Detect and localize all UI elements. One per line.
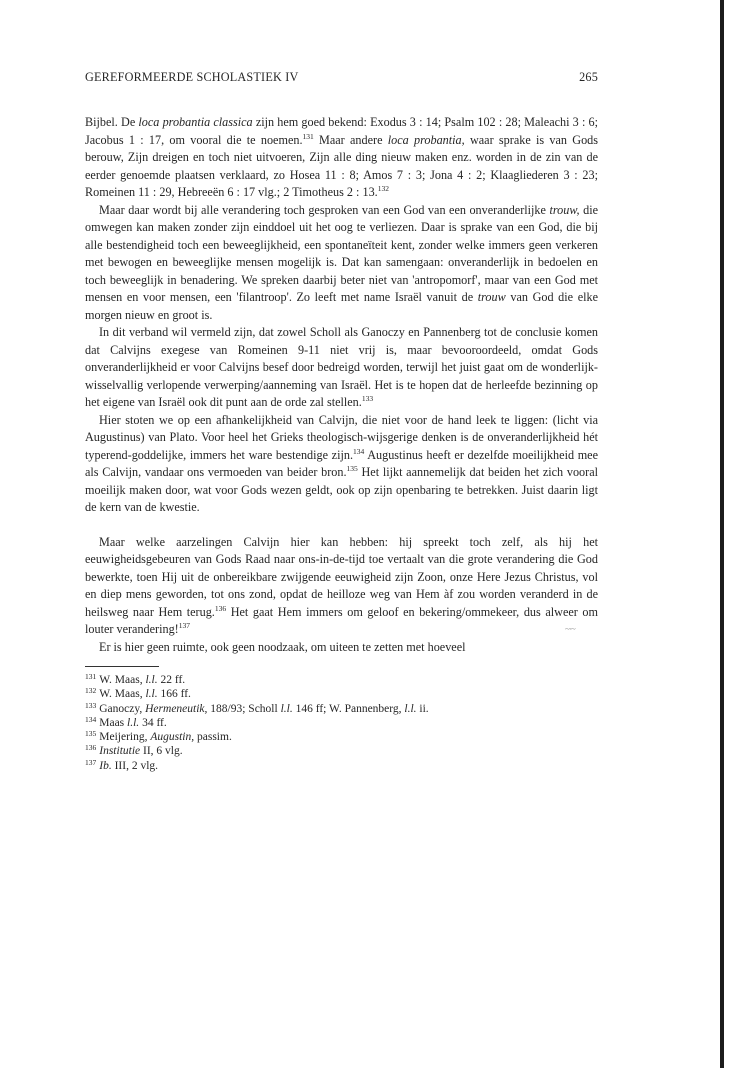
footnote <box>85 759 598 773</box>
text-run: Er is hier geen ruimte, ook geen noodzaak, om uiteen te zetten met hoeveel <box>99 639 466 654</box>
text-run: waar sprake is van Gods berouw, Zijn dreigen en toch niet uitvoeren, Zijn alle ding nieuw maken enz. worden in de zin van de eerder genoemde plaatsen verklaard, zo Hosea 11 : 8; Amos 7 : 3; Jona 4 : 2; Klaagliederen 3 : 23; Romeinen 11 : 29, Hebreeën 6 : 17 vlg.; 2 Timotheus 2 : 13. <box>85 132 599 199</box>
footnote <box>85 673 598 687</box>
footnote-number: 131 <box>85 672 97 681</box>
paragraph <box>85 639 598 657</box>
italic-text: trouw, <box>549 202 580 217</box>
text-run: 146 ff; W. Pannenberg, <box>292 702 405 715</box>
text-run: Maas <box>99 716 128 729</box>
footnote-number: 135 <box>85 729 97 739</box>
footnote-ref: 132 <box>377 184 389 193</box>
text-run: 188/93; Scholl <box>207 702 281 715</box>
italic-text: l.l. <box>127 716 140 729</box>
text-run: die omwegen kan maken zonder zijn einddoel uit het oog te verliezen. Daar is sprake van een God, die bij alle bestendigheid toch een beweeglijkheid, een spontaneïteit kent, zonder welke immers geen verkeren met bewogen en beweeglijke mensen mogelijk is. Dat kan samengaan: onveranderlijk in bedoelen en toch beweeglijk in benadering. We spreken daarbij beter niet van 'antropomorf', maar van een God met mensen en voor mensen, een 'filantroop'. Zo leeft met name Israël vanuit de <box>85 202 598 304</box>
running-title: GEREFORMEERDE SCHOLASTIEK IV <box>85 70 299 84</box>
text-run: Het lijkt aannemelijk dat beiden het zich vooral moeilijk maken door, wat voor Gods wezen geldt, ook op zijn openbaring te betrekken. Juist daarin ligt de kern van de kwestie. <box>85 465 598 514</box>
text-run: W. Maas, <box>99 688 146 701</box>
italic-text: l.l. <box>280 702 293 715</box>
paragraph <box>85 114 598 202</box>
footnote-ref: 135 <box>346 464 358 473</box>
footnote-number: 133 <box>85 700 97 710</box>
italic-text: trouw <box>477 290 506 304</box>
text-run: zijn hem goed bekend: Exodus 3 : 14; Psalm 102 : 28; Maleachi 3 : 6; Jacobus 1 : 17, om vooral die te noemen. <box>85 115 598 147</box>
italic-text: Augustin, <box>150 731 195 744</box>
page-edge-rule <box>720 0 724 1068</box>
italic-text: l.l. <box>145 688 158 701</box>
text-run: In dit verband wil vermeld zijn, dat zowel Scholl als Ganoczy en Pannenberg tot de conclusie komen dat Calvijns exegese van Romeinen 9-11 niet vrij is, maar bevooroordeeld, omdat Gods onveranderlijkheid er voor Calvijns besef door bedreigd worden, terwijl het juist gaat om de wonderlijk-wisselvallig verlopende verwerping/aanneming van Israël. Het is te hopen dat de herleefde bezinning op het eigene van Israël ook dit punt aan de orde zal stellen. <box>85 325 598 409</box>
footnote-ref: 133 <box>361 394 374 403</box>
footnote-ref: 136 <box>214 603 227 613</box>
text-run: Meijering, <box>99 731 151 744</box>
body-text <box>85 114 598 656</box>
text-run: II, 6 vlg. <box>140 745 183 758</box>
italic-text: loca probantia classica <box>138 115 253 129</box>
print-smudge: ~·~ <box>565 624 575 634</box>
text-run: 34 ff. <box>139 716 167 729</box>
footnote-ref: 134 <box>353 446 365 456</box>
footnote-ref: 131 <box>302 131 314 141</box>
paragraph <box>85 412 598 517</box>
footnote-number: 137 <box>85 757 97 767</box>
text-run: W. Maas, <box>99 674 146 686</box>
text-run: Maar welke aarzelingen Calvijn hier kan hebben: hij spreekt toch zelf, als hij het eeuwigheidsgebeuren van Gods Raad naar ons-in-de-tijd toe vertaalt van die grote verandering die God bewerkte, toen Hij uit de onbereikbare zwijgende eeuwigheid zijn Zoon, onze Here Jezus Christus, vol en diep mens geworden, tot ons zond, opdat de heilloze weg van Hem àf zou worden veranderd in de heilsweg naar Hem terug. <box>85 534 598 619</box>
book-page <box>85 70 598 773</box>
text-run: van God die elke morgen nieuw en groot is. <box>85 290 598 322</box>
text-run: Bijbel. De <box>85 115 139 129</box>
footnote <box>85 687 598 701</box>
text-run: 22 ff. <box>157 674 186 686</box>
text-run: Hier stoten we op een afhankelijkheid van Calvijn, die niet voor de hand leek te liggen: (licht via Augustinus) van Plato. Voor heel het Grieks theologisch-wijsgerige denken is de onveranderlijkheid hét typerend-goddelijke, immers het ware bestendige zijn. <box>85 412 598 462</box>
text-run: Ganoczy, <box>99 702 146 715</box>
footnote <box>85 702 598 716</box>
text-run: passim. <box>194 731 232 744</box>
running-header <box>85 70 598 90</box>
italic-text: l.l. <box>404 702 417 715</box>
italic-text: Hermeneutik, <box>145 702 208 715</box>
footnote-number: 132 <box>85 686 97 696</box>
text-run: Maar andere <box>313 132 388 147</box>
footnote-number: 134 <box>85 714 97 724</box>
paragraph <box>85 202 598 325</box>
footnote <box>85 730 598 744</box>
text-run: 166 ff. <box>157 688 191 701</box>
text-run: III, 2 vlg. <box>111 759 159 772</box>
text-run: Augustinus heeft er dezelfde moeilijkheid mee als Calvijn, vandaar ons vermoeden van beider bron. <box>85 447 598 479</box>
footnote-divider <box>85 666 159 667</box>
footnote <box>85 744 598 758</box>
footnotes <box>85 666 598 773</box>
text-run: Maar daar wordt bij alle verandering toch gesproken van een God van een onveranderlijke <box>99 202 550 217</box>
text-run: Het gaat Hem immers om geloof en bekering/ommekeer, dus alweer om louter verandering! <box>85 604 598 636</box>
paragraph <box>85 534 598 639</box>
italic-text: Ib. <box>99 759 112 772</box>
footnote-ref: 137 <box>178 621 190 630</box>
footnote-number: 136 <box>85 743 97 753</box>
page-number: 265 <box>579 70 598 84</box>
italic-text: loca probantia, <box>387 132 465 147</box>
paragraph <box>85 324 598 412</box>
footnote <box>85 716 598 730</box>
text-run: ii. <box>416 702 429 715</box>
italic-text: l.l. <box>145 674 158 686</box>
italic-text: Institutie <box>99 745 141 758</box>
